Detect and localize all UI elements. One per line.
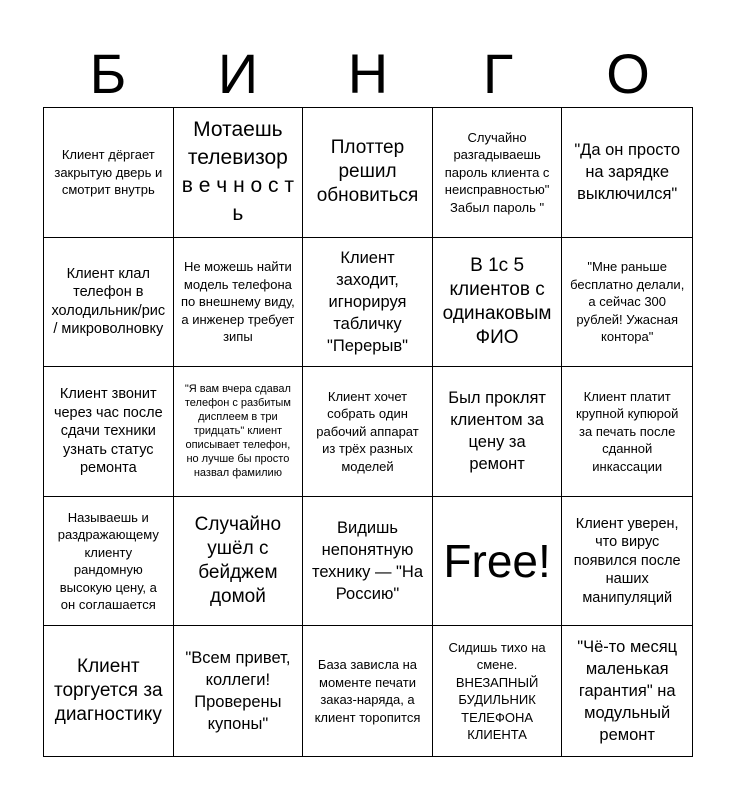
bingo-cell[interactable] bbox=[44, 238, 174, 368]
header-letter-n: Н bbox=[347, 42, 389, 105]
bingo-cell[interactable] bbox=[433, 238, 563, 368]
bingo-cell[interactable] bbox=[303, 626, 433, 756]
header-letter-b: Б bbox=[89, 42, 127, 105]
bingo-cell[interactable] bbox=[303, 238, 433, 368]
cell-text: Клиент звонит через час после сдачи техники узнать статус ремонта bbox=[53, 386, 163, 477]
header-letter-i: И bbox=[217, 42, 259, 105]
cell-text: Клиент хочет собрать один рабочий аппарат из трёх разных моделей bbox=[316, 388, 419, 474]
cell-text: Мотаешь телевизор в е ч н о с т ь bbox=[181, 118, 294, 226]
cell-text: Клиент дёргает закрытую дверь и смотрит внутрь bbox=[54, 147, 163, 198]
cell-text: "Да он просто на зарядке выключился" bbox=[574, 141, 681, 204]
bingo-cell[interactable] bbox=[174, 238, 304, 368]
cell-text: Сидишь тихо на смене. ВНЕЗАПНЫЙ БУДИЛЬНИК ТЕЛЕФОНА КЛИЕНТА bbox=[448, 639, 546, 743]
cell-text: Видишь непонятную технику — "На Россию" bbox=[311, 519, 424, 604]
bingo-cell[interactable] bbox=[44, 626, 174, 756]
bingo-cell[interactable] bbox=[44, 367, 174, 497]
bingo-cell[interactable] bbox=[562, 497, 692, 627]
bingo-cell[interactable] bbox=[174, 367, 304, 497]
bingo-cell[interactable] bbox=[44, 108, 174, 238]
bingo-cell[interactable] bbox=[174, 626, 304, 756]
bingo-board bbox=[43, 107, 693, 757]
cell-text: Клиент уверен, что вирус появился после наших манипуляций bbox=[573, 515, 681, 606]
bingo-cell[interactable] bbox=[562, 367, 692, 497]
cell-text: Случайно разгадываешь пароль клиента с неисправностью" Забыл пароль " bbox=[444, 129, 550, 215]
bingo-header bbox=[43, 40, 693, 108]
bingo-cell[interactable] bbox=[562, 238, 692, 368]
bingo-cell[interactable] bbox=[303, 108, 433, 238]
cell-text: Называешь и раздражающему клиенту рандомную высокую цену, а он соглашается bbox=[57, 509, 159, 613]
cell-text: Случайно ушёл с бейджем домой bbox=[194, 514, 282, 608]
bingo-cell[interactable] bbox=[562, 108, 692, 238]
bingo-cell[interactable] bbox=[433, 626, 563, 756]
bingo-cell[interactable] bbox=[174, 108, 304, 238]
free-space-cell[interactable] bbox=[433, 497, 563, 627]
cell-text: Клиент клал телефон в холодильник/рис / микроволновку bbox=[51, 265, 166, 338]
free-space-text: Free! bbox=[443, 535, 551, 588]
cell-text: "Всем привет, коллеги! Проверены купоны" bbox=[185, 649, 291, 734]
bingo-cell[interactable] bbox=[433, 108, 563, 238]
cell-text: Клиент заходит, игнорируя табличку "Перерыв" bbox=[327, 248, 408, 355]
cell-text: "Чё-то месяц маленькая гарантия" на модульный ремонт bbox=[577, 638, 678, 745]
bingo-cell[interactable] bbox=[303, 497, 433, 627]
bingo-cell[interactable] bbox=[562, 626, 692, 756]
cell-text: Был проклят клиентом за цену за ремонт bbox=[448, 389, 546, 474]
cell-text: Не можешь найти модель телефона по внешнему виду, а инженер требует зипы bbox=[180, 259, 295, 345]
bingo-cell[interactable] bbox=[433, 367, 563, 497]
header-letter-g: Г bbox=[482, 42, 514, 105]
cell-text: База зависла на моменте печати заказ-наряда, а клиент торопится bbox=[314, 657, 421, 725]
cell-text: В 1с 5 клиентов с одинаковым ФИО bbox=[442, 254, 552, 348]
bingo-cell[interactable] bbox=[44, 497, 174, 627]
cell-text: Клиент платит крупной купюрой за печать после сданной инкассации bbox=[575, 388, 679, 474]
bingo-cell[interactable] bbox=[174, 497, 304, 627]
cell-text: "Мне раньше бесплатно делали, а сейчас 300 рублей! Ужасная контора" bbox=[570, 259, 685, 345]
header-letter-o: О bbox=[606, 42, 650, 105]
cell-text: "Я вам вчера сдавал телефон с разбитым дисплеем в три тридцать" клиент описывает телефон, но лучше бы просто назвал фамилию bbox=[184, 383, 291, 480]
bingo-cell[interactable] bbox=[303, 367, 433, 497]
cell-text: Плоттер решил обновиться bbox=[316, 137, 419, 207]
cell-text: Клиент торгуется за диагностику bbox=[53, 656, 163, 726]
